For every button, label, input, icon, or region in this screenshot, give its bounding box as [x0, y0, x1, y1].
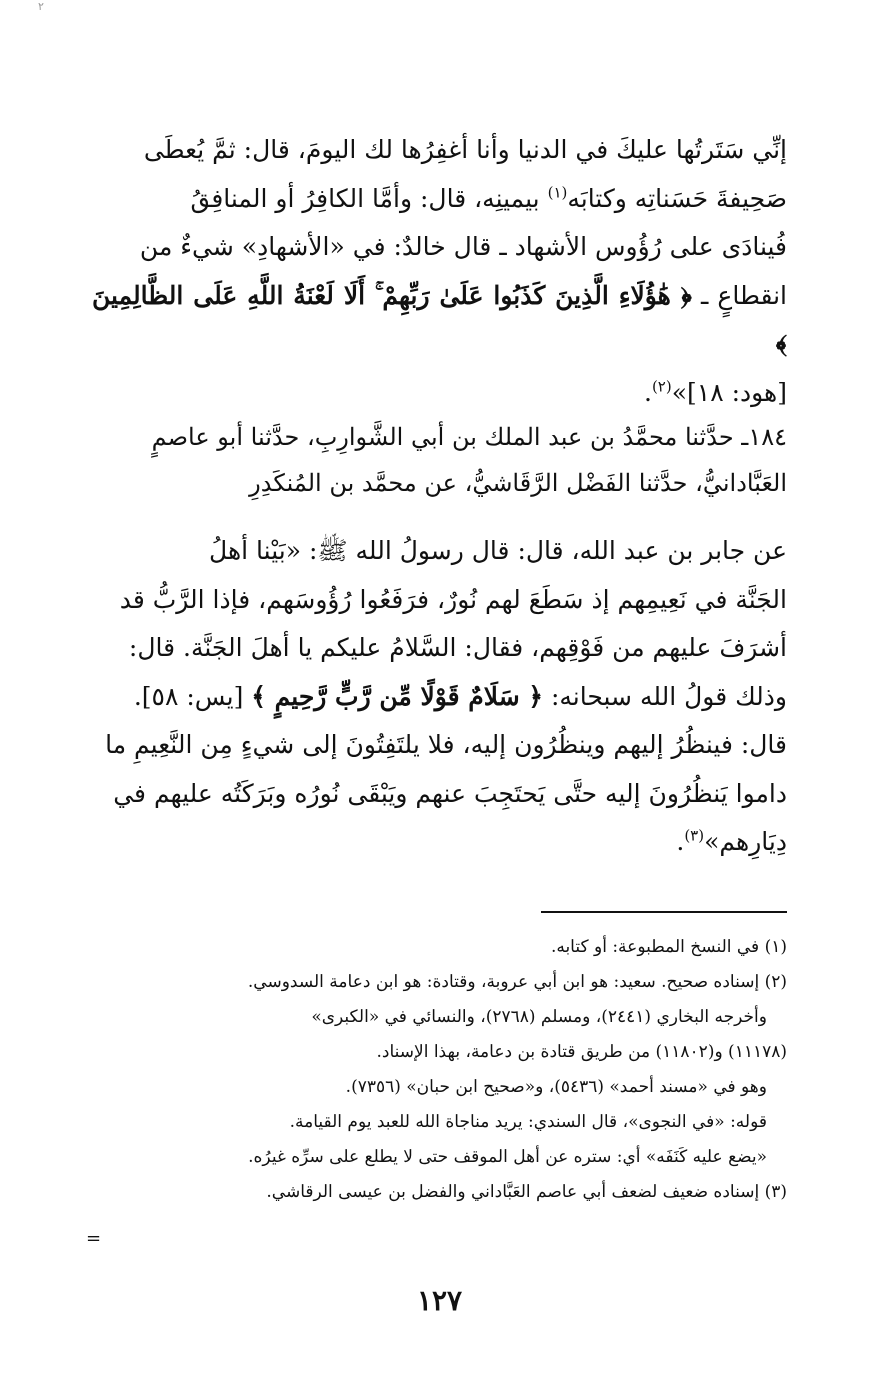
margin-mark: ٢ [38, 0, 44, 13]
footnote-2-text: قوله: «في النجوى»، قال السندي: يريد مناجاة الله للعبد يوم القيامة. [289, 1112, 767, 1132]
hadith-matn [92, 527, 787, 867]
text-span: [هود: ١٨]» [671, 377, 787, 407]
hadith-isnad [92, 414, 787, 506]
text-span: إنِّي سَتَرتُها عليكَ في الدنيا وأنا أغفِرُها لك اليومَ، قال: ثمَّ يُعطَى [143, 135, 787, 164]
footnote-2-text: وهو في «مسند أحمد» (٥٤٣٦)، و«صحيح ابن حبان» (٧٣٥٦). [345, 1077, 767, 1097]
footnote-2: (٢) إسناده صحيح. سعيد: هو ابن أبي عروبة، وقتادة: هو ابن دعامة السدوسي. [247, 972, 787, 992]
text-line [92, 414, 787, 460]
text-line [92, 369, 787, 418]
quran-verse: ﴿ سَلَامٌ قَوْلًا مِّن رَّبٍّ رَّحِيمٍ ﴾ [251, 681, 544, 711]
text-line [92, 175, 787, 224]
text-span: وذلك قولُ الله سبحانه: [543, 681, 787, 711]
footnote-ref-1: (١) [547, 183, 568, 202]
text-span: ١٨٤ـ حدَّثنا محمَّدُ بن عبد الملك بن أبي الشَّوارِبِ، حدَّثنا أبو عاصمٍ [151, 423, 787, 451]
text-span: أشرَفَ عليهم من فَوْقِهم، فقال: السَّلامُ عليكم يا أهلَ الجَنَّة. قال: [128, 633, 787, 662]
text-span: عن جابر بن عبد الله، قال: قال رسولُ الله ﷺ: «بَيْنا أهلُ [209, 536, 787, 565]
continuation-mark: = [86, 1228, 102, 1249]
text-line [92, 576, 787, 625]
text-span: بيمينِه، قال: وأمَّا الكافِرُ أو المنافِقُ [190, 183, 548, 213]
opening-paragraph [92, 126, 787, 417]
page-number: ١٢٧ [416, 1284, 463, 1317]
text-span: قال: فينظُرُ إليهم وينظُرُون إليه، فلا يلتَفِتُونَ إلى شيءٍ مِن النَّعِيمِ ما [105, 730, 787, 759]
text-line [92, 527, 787, 576]
text-span: . [643, 377, 652, 407]
footnote-3: (٣) إسناده ضعيف لضعف أبي عاصم العَبَّاداني والفضل بن عيسى الرقاشي. [266, 1182, 787, 1202]
footnotes [92, 930, 787, 1210]
text-span: الجَنَّة في نَعِيمِهم إذ سَطَعَ لهم نُورٌ، فرَفَعُوا رُؤُوسَهم، فإذا الرَّبُّ قد [119, 584, 787, 614]
text-line [92, 624, 787, 673]
text-span: العَبَّادانيُّ، حدَّثنا الفَضْل الرَّقَاشيُّ، عن محمَّد بن المُنكَدِرِ [249, 469, 787, 497]
text-line [92, 721, 787, 770]
footnote-2-text: وأخرجه البخاري (٢٤٤١)، ومسلم (٢٧٦٨)، والنسائي في «الكبرى» [311, 1007, 767, 1027]
quran-verse: ﴿ هَٰؤُلَاءِ الَّذِينَ كَذَبُوا عَلَىٰ رَبِّهِمْ ۚ أَلَا لَعْنَةُ اللَّهِ عَلَى الظَّالِمِينَ ﴾ [92, 280, 787, 358]
text-span: [يس: ٥٨]. [133, 681, 252, 711]
text-line [92, 673, 787, 722]
footnote-ref-3: (٣) [684, 826, 705, 845]
text-line [92, 126, 787, 175]
text-span: دِيَارِهم» [704, 827, 787, 856]
footnote-separator [541, 911, 787, 913]
footnote-1: (١) في النسخ المطبوعة: أو كتابه. [550, 937, 787, 957]
footnote-2-text: «يضع عليه كَنَفَه» أي: ستره عن أهل الموقف حتى لا يطلع على سرِّه غيرُه. [248, 1147, 767, 1167]
footnote-2-text: (١١١٧٨) و(١١٨٠٢) من طريق قتادة بن دعامة، بهذا الإسناد. [376, 1042, 787, 1062]
text-span: صَحِيفةَ حَسَناتِه وكتابَه [567, 183, 787, 213]
text-line [92, 460, 787, 506]
text-line [92, 272, 787, 369]
text-line [92, 818, 787, 867]
text-span: انقطاعٍ ـ [691, 280, 787, 310]
text-span: فُينادَى على رُؤُوس الأشهاد ـ قال خالدٌ: في «الأشهادِ» شيءٌ من [139, 232, 787, 261]
text-span: . [676, 827, 685, 856]
footnote-ref-2: (٢) [651, 377, 672, 396]
text-span: داموا يَنظُرُونَ إليه حتَّى يَحتَجِبَ عنهم ويَبْقَى نُورُه وبَرَكَتُه عليهم في [113, 778, 787, 808]
text-line [92, 223, 787, 272]
text-line [92, 770, 787, 819]
